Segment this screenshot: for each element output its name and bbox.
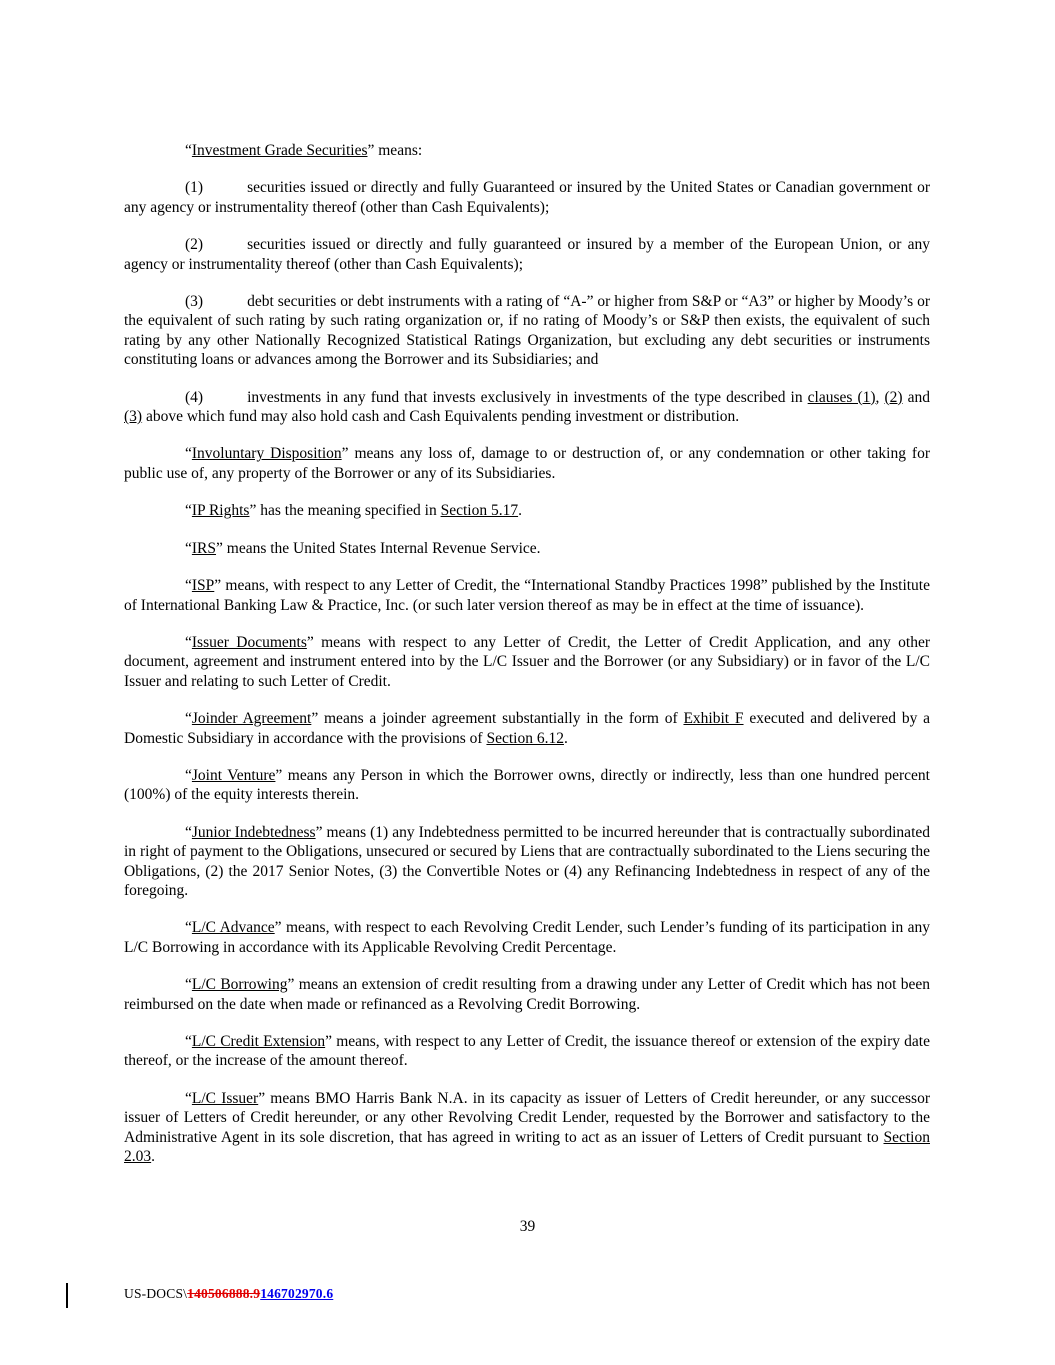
text-run: ” means BMO Harris Bank N.A. in its capacity as issuer of Letters of Credit hereunder, or any successor issuer of Letters of Credit hereunder, or any other Revolving Credit Lender, requested by the Borrower and satisfactory to the Administrative Agent in its sole discretion, that has agreed in writing to act as an issuer of Letters of Credit pursuant to bbox=[124, 1089, 930, 1146]
text-run: debt securities or debt instruments with a rating of “A-” or higher from S&P or “A3” or higher by Moody’s or the equivalent of such rating by such rating organization or, if no rating of Moody’s or S&P then exists, the equivalent of such rating by any other Nationally Recognized Statistical Ratings Organization, but excluding any debt securities or instruments constituting loans or advances among the Borrower and its Subsidiaries; and bbox=[124, 293, 930, 369]
footer-prefix: US-DOCS\ bbox=[124, 1286, 188, 1301]
underlined-term: Junior Indebtedness bbox=[191, 823, 316, 841]
text-run: ” means: bbox=[367, 142, 423, 159]
text-run: , bbox=[875, 388, 885, 406]
text-run: “ bbox=[185, 1089, 192, 1107]
text-run: ” means, with respect to any Letter of Credit, the issuance thereof or extension of the expiry date thereof, or the increase of the amount thereof. bbox=[124, 1033, 930, 1070]
underlined-term: (2) bbox=[884, 388, 903, 406]
underlined-term: L/C Advance bbox=[191, 919, 275, 937]
paragraph bbox=[124, 444, 930, 483]
underlined-term: Investment Grade Securities bbox=[191, 142, 368, 159]
underlined-term: clauses (1) bbox=[807, 388, 876, 406]
text-run: above which fund may also hold cash and Cash Equivalents pending investment or distribution. bbox=[142, 408, 740, 426]
text-run: (1) bbox=[185, 179, 204, 197]
underlined-term: Joint Venture bbox=[191, 766, 276, 784]
paragraph bbox=[124, 975, 930, 1014]
underlined-term: L/C Issuer bbox=[191, 1089, 259, 1107]
paragraph bbox=[124, 823, 930, 901]
text-run: “ bbox=[185, 577, 192, 595]
text-run: “ bbox=[185, 976, 192, 994]
underlined-term: ISP bbox=[191, 577, 215, 595]
paragraph bbox=[124, 388, 930, 427]
underlined-term: Exhibit F bbox=[683, 710, 744, 728]
text-run: ” means any loss of, damage to or destruction of, or any condemnation or other taking for public use of, any property of the Borrower or any of its Subsidiaries. bbox=[124, 445, 930, 482]
footer-doc-id bbox=[124, 1286, 333, 1302]
deleted-doc-id: 140506888.9 bbox=[187, 1286, 261, 1301]
text-run: ” means, with respect to any Letter of Credit, the “International Standby Practices 1998” published by the Institute of International Banking Law & Practice, Inc. (or such later version thereof as may be in effect at the time of issuance). bbox=[124, 577, 930, 614]
paragraph bbox=[124, 1032, 930, 1071]
paragraph bbox=[124, 178, 930, 217]
underlined-term: Section 6.12 bbox=[486, 729, 564, 747]
text-run: “ bbox=[185, 142, 192, 159]
change-bar bbox=[66, 1283, 68, 1308]
paragraph bbox=[124, 766, 930, 805]
text-run: executed and delivered by a Domestic Subsidiary in accordance with the provisions of bbox=[124, 710, 930, 747]
paragraph bbox=[124, 501, 930, 520]
underlined-term: IP Rights bbox=[191, 502, 250, 520]
text-run: ” means the United States Internal Revenue Service. bbox=[216, 539, 541, 557]
text-run: investments in any fund that invests exclusively in investments of the type described in bbox=[247, 388, 808, 406]
text-run: “ bbox=[185, 539, 192, 557]
underlined-term: Section 2.03 bbox=[124, 1128, 930, 1166]
text-run: (2) bbox=[185, 236, 204, 254]
text-run: securities issued or directly and fully guaranteed or insured by a member of the European Union, or any agency or instrumentality thereof (other than Cash Equivalents); bbox=[124, 236, 930, 273]
text-run: securities issued or directly and fully Guaranteed or insured by the United States or Canadian government or any agency or instrumentality thereof (other than Cash Equivalents); bbox=[124, 179, 930, 216]
text-run: ” means (1) any Indebtedness permitted to be incurred hereunder that is contractually subordinated in right of payment to the Obligations, unsecured or secured by Liens that are contractually subordinated to the Liens securing the Obligations, (2) the 2017 Senior Notes, (3) the Convertible Notes or (4) any Refinancing Indebtedness in respect of any of the foregoing. bbox=[124, 823, 930, 899]
text-run: ” means an extension of credit resulting from a drawing under any Letter of Credit which has not been reimbursed on the date when made or refinanced as a Revolving Credit Borrowing. bbox=[124, 976, 931, 1013]
text-run: ” means a joinder agreement substantially in the form of bbox=[311, 710, 684, 728]
text-run: (3) bbox=[185, 293, 204, 311]
paragraph bbox=[124, 235, 930, 274]
text-run: and bbox=[902, 388, 930, 406]
underlined-term: L/C Credit Extension bbox=[191, 1033, 326, 1050]
text-run: (4) bbox=[185, 388, 204, 406]
document-body bbox=[124, 141, 930, 1166]
text-run: . bbox=[518, 502, 522, 520]
text-run: “ bbox=[185, 502, 192, 520]
text-run: . bbox=[151, 1148, 155, 1166]
text-run: ” means with respect to any Letter of Credit, the Letter of Credit Application, and any other document, agreement and instrument entered into by the L/C Issuer and the Borrower (or any Subsidiary) or in favor of the L/C Issuer and relating to such Letter of Credit. bbox=[124, 633, 930, 690]
underlined-term: Section 5.17 bbox=[440, 502, 519, 520]
paragraph bbox=[124, 292, 930, 370]
text-run: ” means any Person in which the Borrower owns, directly or indirectly, less than one hundred percent (100%) of the equity interests therein. bbox=[124, 766, 930, 804]
paragraph bbox=[124, 141, 930, 160]
paragraph bbox=[124, 633, 930, 691]
text-run: “ bbox=[185, 710, 192, 728]
underlined-term: (3) bbox=[124, 408, 143, 426]
underlined-term: Involuntary Disposition bbox=[191, 445, 342, 463]
underlined-term: Joinder Agreement bbox=[191, 710, 312, 728]
text-run: “ bbox=[185, 919, 192, 937]
paragraph bbox=[124, 539, 930, 558]
underlined-term: L/C Borrowing bbox=[191, 976, 288, 994]
text-run: “ bbox=[185, 1033, 192, 1050]
text-run: ” has the meaning specified in bbox=[249, 502, 441, 520]
text-run: “ bbox=[185, 766, 192, 784]
underlined-term: Issuer Documents bbox=[191, 633, 307, 651]
text-run: “ bbox=[185, 823, 192, 841]
text-run: “ bbox=[185, 445, 192, 463]
paragraph bbox=[124, 918, 930, 957]
underlined-term: IRS bbox=[191, 539, 217, 557]
paragraph bbox=[124, 709, 930, 748]
paragraph bbox=[124, 576, 930, 615]
page-number: 39 bbox=[519, 1218, 536, 1235]
inserted-doc-id: 146702970.6 bbox=[260, 1286, 334, 1301]
text-run: ” means, with respect to each Revolving Credit Lender, such Lender’s funding of its participation in any L/C Borrowing in accordance with its Applicable Revolving Credit Percentage. bbox=[124, 919, 931, 956]
text-run: “ bbox=[185, 633, 192, 651]
paragraph bbox=[124, 1089, 930, 1167]
text-run: . bbox=[563, 729, 568, 747]
